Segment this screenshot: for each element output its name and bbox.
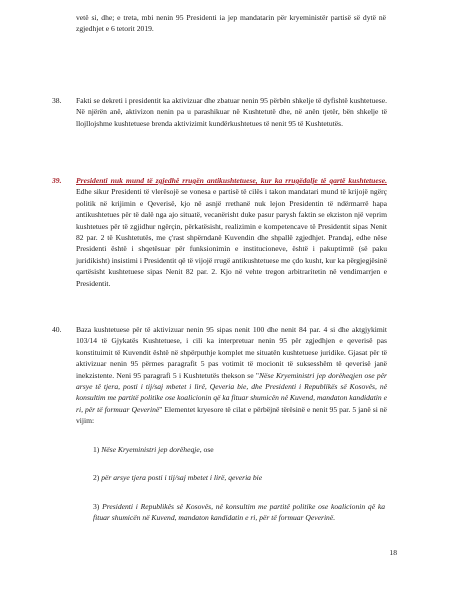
paragraph-38: [52, 95, 387, 129]
list-label: 2): [93, 473, 100, 482]
list-text: Presidenti i Republikës së Kosovës, në konsultim me partitë politike ose koalicionin që ka fituar shumicën në Kuvend, mandaton kandidatin e ri, për të formuar Qeverinë.: [93, 502, 386, 523]
paragraph-40: [52, 324, 387, 427]
paragraph-text-b: " Elementet kryesore të cilat e përbëjnë tërësinë e nenit 95 par. 5 janë si në vijim:: [76, 404, 387, 426]
paragraph-number: 39.: [52, 176, 62, 185]
paragraph-number: 40.: [52, 325, 62, 334]
page-number: 18: [389, 548, 397, 557]
paragraph-text: Edhe sikur Presidenti të vlerësojë se vonesa e partisë të cilës i takon mandatari mund të krijojë ngërç politik në krijimin e Qeverisë, kjo në asnjë rrethanë nuk lejon Presidentin të ndërmarrë hapa antikushtetues për të dalë nga ajo situatë, vecanërisht duke pasur parysh faktin se ekziston një veprim kushtetues për të zgjidhur ngërçin, përkatësisht, realizimin e kompetencave të Presidentit sipas Nenit 82 par. 2 të Kushtetutës, me ç'rast shpërndanë Kuvendin dhe shpallë zgjedhjet. Prandaj, edhe nëse Presidenti është i shqetësuar për funksionimin e institucioneve, është i pakuptimtë (së paku juridikisht) insistimi i Presidentit që të vijojë rrugë antikushtetuese me çdo kusht, kur ka përgjegjësinë qartësisht kushtetuese sipas Nenit 82 par. 2. Kjo në vehte tregon arbitraritetin në vendimarrjen e Presidentit.: [76, 187, 387, 288]
list-suffix: , ose: [199, 445, 214, 454]
list-text: për arsye tjera posti i tij/saj mbetet i lirë, qeveria bie: [101, 473, 263, 482]
list-item: [93, 472, 385, 483]
list-item: [93, 501, 385, 524]
paragraph-body: [76, 175, 387, 289]
intro-paragraph: vetë si, dhe; e treta, mbi nenin 95 Presidenti ia jep mandatarin për kryeministër partisë së dytë në zgjedhjet e 6 tetorit 2019.: [76, 13, 386, 34]
quoted-article: Nëse Kryeministri jep dorëheqjen ose për arsye të tjera, posti i tij/saj mbetet i lirë, Qeveria bie, dhe Presidenti i Republikës së Kosovës, në konsultim me partitë politike ose koalicionin që ka fituar shumicën në Kuvend, mandaton kandidatin e ri, për të formuar Qeverinë: [76, 370, 387, 414]
list-item: [93, 444, 385, 455]
list-text: Nëse Kryeministri jep dorëheqje: [101, 445, 200, 454]
paragraph-text-a: Baza kushtetuese për të aktivizuar nenin 95 sipas nenit 100 dhe nenit 84 par. 4 si dhe aktgjykimit 103/14 të Gjykatës Kushtetuese, i cili ka interpretuar nenin 95 për zgjedhjen e qeverisë pas konstituimit të Kuvendit është në shpërputhje komplet me situatën kushtetuese juridike. Gjasat për të aktivizuar nenin 95 përmes paragrafit 5 pas votimit të mocionit të suksesshëm të qeverisë janë inekzistente. Neni 95 paragrafi 5 i Kushtetutës thekson se ": [76, 325, 387, 380]
paragraph-number: 38.: [52, 96, 62, 105]
list-label: 3): [93, 502, 100, 511]
paragraph-body: [76, 324, 387, 427]
paragraph-body: Fakti se dekreti i presidentit ka aktivizuar dhe zbatuar nenin 95 përbën shkelje të dyfishtë kushtetuese. Në njërën anë, aktivizon nenin pa u parashikuar në Kushtetutë dhe, në anën tjetër, bën shkelje të llojllojshme kushtetuese brenda aktivizimit kundërkushtetues të nenit 95 të Kushtetutës.: [76, 96, 387, 128]
paragraph-heading: Presidenti nuk mund të zgjedhë rrugën antikushtetuese, kur ka rrugëdalje të qartë kushtetuese.: [76, 176, 387, 185]
list-label: 1): [93, 445, 100, 454]
paragraph-39: [52, 175, 387, 289]
